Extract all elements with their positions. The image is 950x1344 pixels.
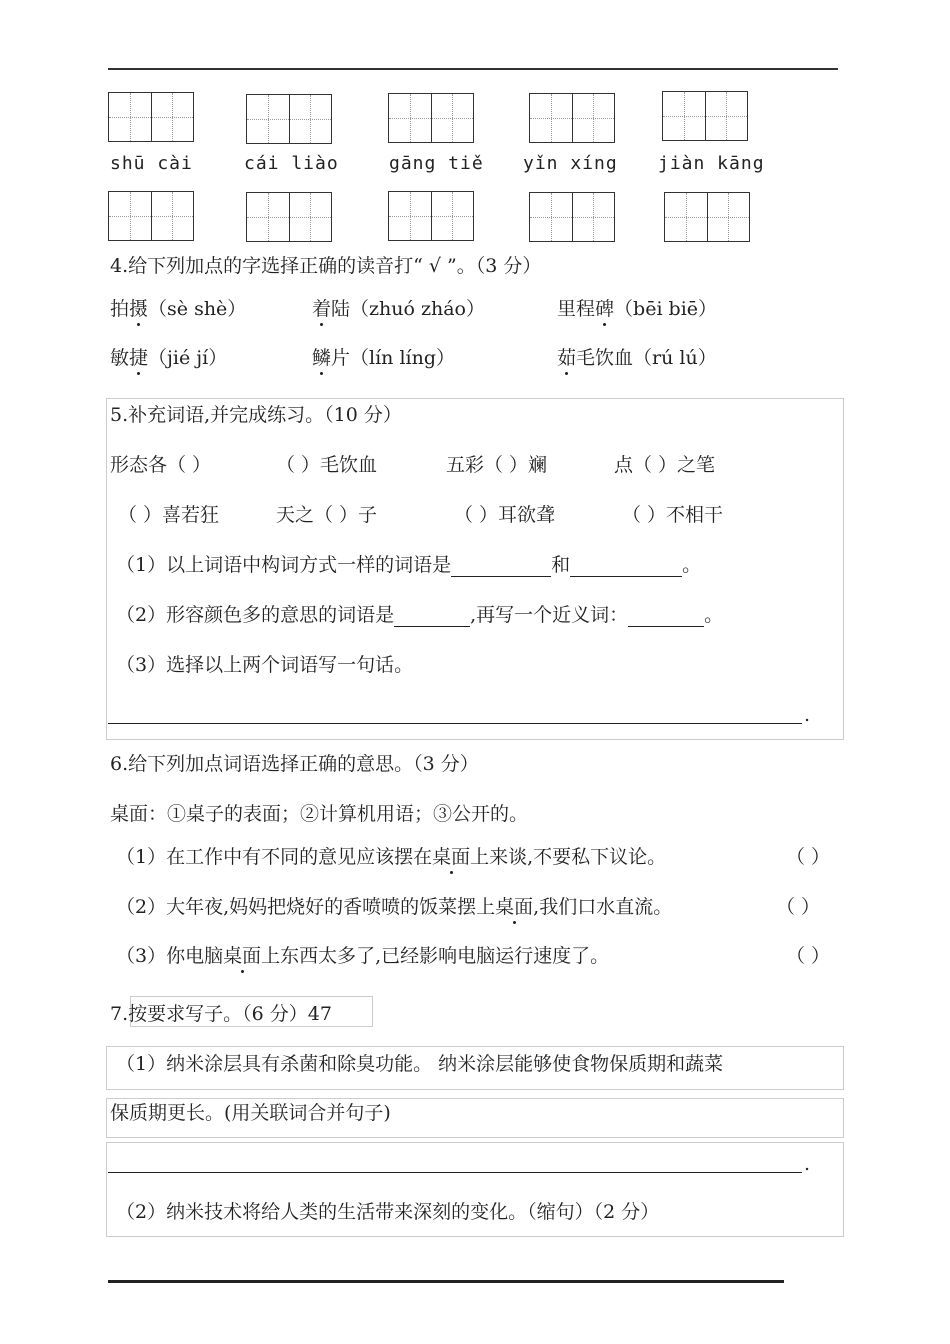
q7-sentence: 保质期更长。(用关联词合并句子)	[110, 1102, 391, 1124]
q4-title: 4.给下列加点的字选择正确的读音打“ √ ”。（3 分）	[110, 255, 542, 277]
dotted-word: 桌面	[432, 846, 471, 868]
idiom: （ ）不相干	[622, 504, 724, 526]
line-end: .	[804, 1153, 811, 1175]
line-end: .	[804, 704, 811, 726]
writing-grid	[662, 91, 748, 141]
answer-blank[interactable]	[394, 606, 470, 627]
q6-sentence: （1）在工作中有不同的意见应该摆在桌面上来谈,不要私下议论。	[116, 846, 667, 868]
idiom: （ ）喜若狂	[118, 504, 220, 526]
answer-blank[interactable]	[628, 606, 704, 627]
writing-grid	[388, 93, 474, 143]
q6-title: 6.给下列加点词语选择正确的意思。（3 分）	[110, 753, 479, 775]
pinyin-label: shū cài	[110, 153, 193, 174]
writing-grid	[664, 192, 750, 242]
writing-grid	[529, 192, 615, 242]
writing-grid	[388, 191, 474, 241]
bottom-rule	[108, 1280, 784, 1283]
answer-line[interactable]	[108, 723, 802, 724]
answer-paren[interactable]: （ ）	[776, 896, 821, 918]
q5-sub1: （1）以上词语中构词方式一样的词语是 和 。	[116, 554, 702, 576]
q5-title: 5.补充词语,并完成练习。（10 分）	[110, 404, 402, 426]
writing-grid	[529, 93, 615, 143]
q4-item: 鳞片（lín líng）	[312, 347, 455, 369]
idiom: （ ）毛饮血	[276, 454, 378, 476]
q7-title: 7.按要求写子。（6 分）47	[110, 1003, 332, 1025]
top-rule	[108, 68, 838, 70]
q6-definition: 桌面：①桌子的表面；②计算机用语；③公开的。	[110, 803, 529, 825]
writing-grid	[108, 92, 194, 142]
writing-grid	[108, 191, 194, 241]
q7-sentence: （1）纳米涂层具有杀菌和除臭功能。 纳米涂层能够使食物保质期和蔬菜	[116, 1053, 724, 1075]
q7-sentence: （2）纳米技术将给人类的生活带来深刻的变化。（缩句）（2 分）	[116, 1201, 660, 1223]
q4-item: 茹毛饮血（rú lú）	[557, 347, 717, 369]
answer-paren[interactable]: （ ）	[786, 846, 831, 868]
writing-grid	[246, 94, 332, 144]
writing-grid	[246, 192, 332, 242]
idiom: 五彩（ ）斓	[446, 454, 548, 476]
pinyin-label: jiàn kāng	[658, 153, 765, 174]
answer-line[interactable]	[108, 1172, 802, 1173]
q4-item: 着陆（zhuó zháo）	[312, 298, 485, 320]
answer-blank[interactable]	[570, 556, 682, 577]
q6-sentence: （2）大年夜,妈妈把烧好的香喷喷的饭菜摆上桌面,我们口水直流。	[116, 896, 673, 918]
q5-sub2: （2）形容颜色多的意思的词语是 ,再写一个近义词： 。	[116, 604, 724, 626]
q4-item: 拍摄（sè shè）	[110, 298, 247, 320]
pinyin-label: yǐn xíng	[523, 153, 618, 174]
idiom: 天之（ ）子	[276, 504, 378, 526]
idiom: 点（ ）之笔	[614, 454, 716, 476]
pinyin-label: gāng tiě	[389, 153, 484, 174]
idiom: （ ）耳欲聋	[454, 504, 556, 526]
answer-blank[interactable]	[451, 556, 551, 577]
pinyin-label: cái liào	[244, 153, 339, 174]
q6-sentence: （3）你电脑桌面上东西太多了,已经影响电脑运行速度了。	[116, 945, 610, 967]
answer-paren[interactable]: （ ）	[786, 945, 831, 967]
q4-item: 里程碑（bēi biē）	[557, 298, 718, 320]
q5-sub3: （3）选择以上两个词语写一句话。	[116, 654, 414, 676]
idiom: 形态各（ ）	[110, 454, 212, 476]
q4-item: 敏捷（jié jí）	[110, 347, 228, 369]
